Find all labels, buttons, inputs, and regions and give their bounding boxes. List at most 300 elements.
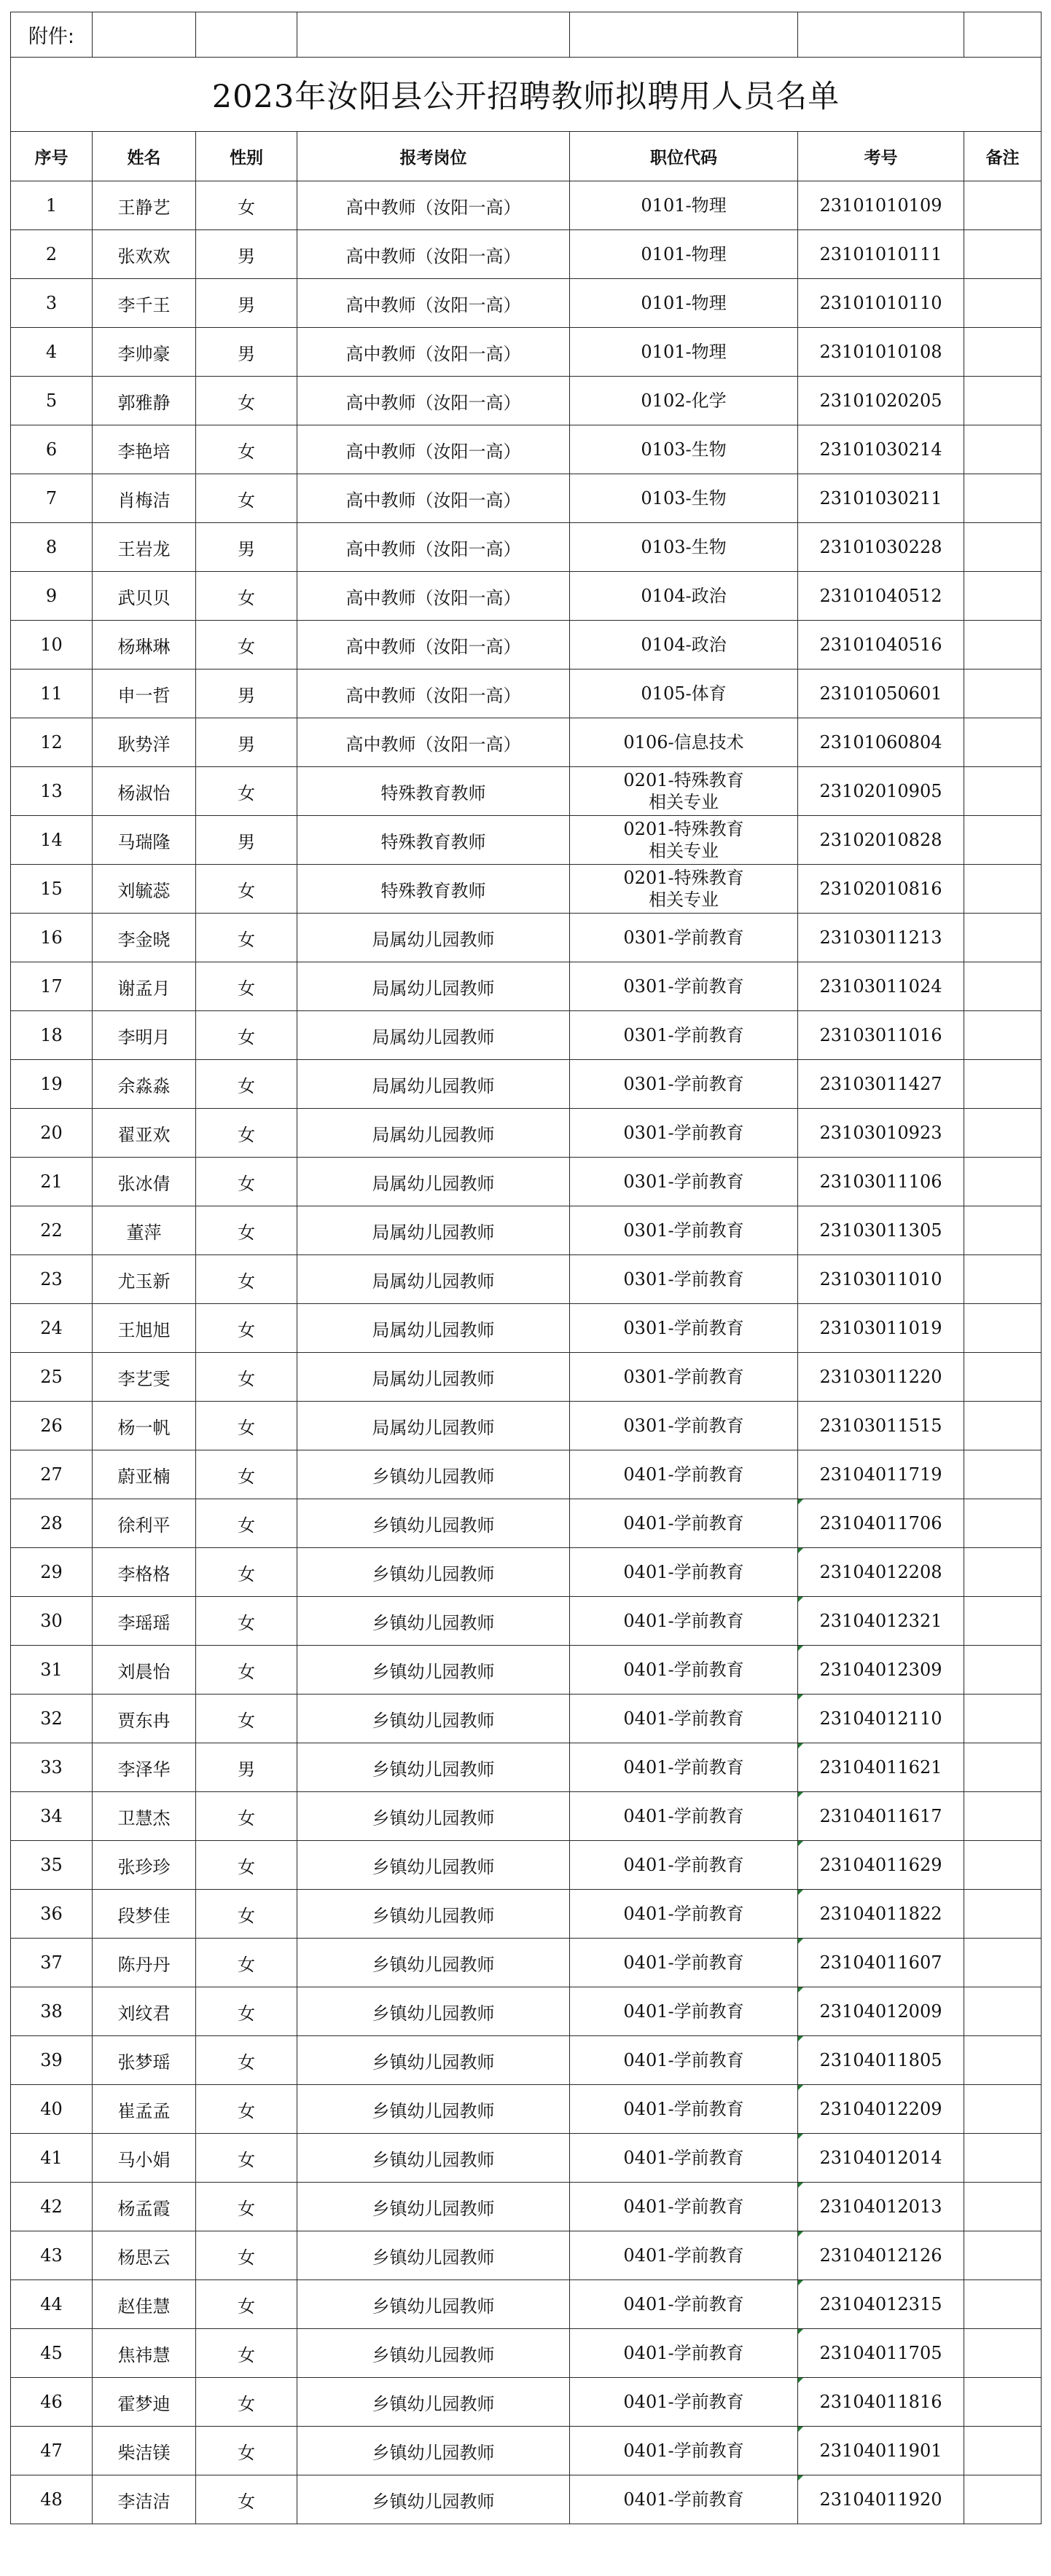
cell-gender: 女 <box>196 1695 297 1743</box>
cell-code: 0301-学前教育 <box>570 914 798 962</box>
cell-note <box>964 621 1042 669</box>
table-row <box>11 1060 1042 1109</box>
cell-position: 乡镇幼儿园教师 <box>297 2134 570 2183</box>
cell-exam-no: 23101010110 <box>798 279 964 328</box>
cell-exam-no: 23102010905 <box>798 767 964 816</box>
cell-note <box>964 914 1042 962</box>
cell-code: 0101-物理 <box>570 230 798 279</box>
cell-code: 0104-政治 <box>570 572 798 621</box>
cell-exam-no: 23101030228 <box>798 523 964 572</box>
cell-note <box>964 1987 1042 2036</box>
cell-gender: 女 <box>196 865 297 914</box>
table-row <box>11 1890 1042 1939</box>
cell-gender: 女 <box>196 2280 297 2329</box>
cell-code: 0401-学前教育 <box>570 2329 798 2378</box>
table-row <box>11 2378 1042 2427</box>
cell-no: 3 <box>11 279 93 328</box>
cell-note <box>964 377 1042 425</box>
cell-name: 赵佳慧 <box>93 2280 196 2329</box>
cell-no: 31 <box>11 1646 93 1695</box>
cell-exam-no: 23101060804 <box>798 718 964 767</box>
cell-code: 0401-学前教育 <box>570 2085 798 2134</box>
cell-name: 王静艺 <box>93 181 196 230</box>
cell-exam-no: 23104012208 <box>798 1548 964 1597</box>
cell-code: 0401-学前教育 <box>570 2231 798 2280</box>
attachment-row <box>11 12 1042 58</box>
cell-position: 乡镇幼儿园教师 <box>297 2183 570 2231</box>
cell-exam-no: 23104011706 <box>798 1499 964 1548</box>
cell-name: 肖梅洁 <box>93 474 196 523</box>
cell-code: 0103-生物 <box>570 523 798 572</box>
cell-gender: 女 <box>196 377 297 425</box>
cell-note <box>964 279 1042 328</box>
cell-no: 44 <box>11 2280 93 2329</box>
cell-position: 特殊教育教师 <box>297 816 570 865</box>
cell-note <box>964 1743 1042 1792</box>
cell-name: 李格格 <box>93 1548 196 1597</box>
table-row <box>11 962 1042 1011</box>
cell-code: 0401-学前教育 <box>570 2427 798 2475</box>
cell-name: 李洁洁 <box>93 2475 196 2524</box>
cell-gender: 女 <box>196 474 297 523</box>
cell-name: 李千王 <box>93 279 196 328</box>
cell-name: 李金晓 <box>93 914 196 962</box>
cell-no: 35 <box>11 1841 93 1890</box>
empty-cell <box>93 12 196 58</box>
cell-no: 16 <box>11 914 93 962</box>
cell-exam-no: 23104012126 <box>798 2231 964 2280</box>
cell-position: 特殊教育教师 <box>297 865 570 914</box>
cell-note <box>964 1011 1042 1060</box>
cell-gender: 女 <box>196 181 297 230</box>
cell-exam-no: 23104012013 <box>798 2183 964 2231</box>
table-row <box>11 2280 1042 2329</box>
cell-code: 0401-学前教育 <box>570 2036 798 2085</box>
table-row <box>11 1841 1042 1890</box>
cell-no: 9 <box>11 572 93 621</box>
cell-position: 局属幼儿园教师 <box>297 1304 570 1353</box>
cell-no: 39 <box>11 2036 93 2085</box>
table-row <box>11 1939 1042 1987</box>
cell-position: 高中教师（汝阳一高） <box>297 328 570 377</box>
cell-gender: 女 <box>196 1060 297 1109</box>
cell-note <box>964 2475 1042 2524</box>
cell-code: 0401-学前教育 <box>570 1450 798 1499</box>
table-row <box>11 1255 1042 1304</box>
cell-no: 45 <box>11 2329 93 2378</box>
cell-name: 刘毓蕊 <box>93 865 196 914</box>
table-row <box>11 914 1042 962</box>
cell-note <box>964 1695 1042 1743</box>
cell-gender: 女 <box>196 1402 297 1450</box>
table-row <box>11 377 1042 425</box>
cell-gender: 女 <box>196 1890 297 1939</box>
cell-code: 0401-学前教育 <box>570 1646 798 1695</box>
cell-exam-no: 23104011805 <box>798 2036 964 2085</box>
header-row <box>11 132 1042 181</box>
header-code: 职位代码 <box>570 132 798 181</box>
cell-gender: 女 <box>196 962 297 1011</box>
cell-position: 局属幼儿园教师 <box>297 1109 570 1158</box>
cell-position: 乡镇幼儿园教师 <box>297 1597 570 1646</box>
cell-code: 0103-生物 <box>570 474 798 523</box>
table-row <box>11 718 1042 767</box>
cell-note <box>964 523 1042 572</box>
cell-note <box>964 328 1042 377</box>
cell-gender: 女 <box>196 1499 297 1548</box>
cell-position: 乡镇幼儿园教师 <box>297 1792 570 1841</box>
cell-position: 乡镇幼儿园教师 <box>297 2231 570 2280</box>
cell-name: 李明月 <box>93 1011 196 1060</box>
cell-note <box>964 718 1042 767</box>
cell-position: 局属幼儿园教师 <box>297 1255 570 1304</box>
cell-note <box>964 1792 1042 1841</box>
cell-name: 柴洁镁 <box>93 2427 196 2475</box>
cell-code: 0301-学前教育 <box>570 1402 798 1450</box>
cell-code: 0301-学前教育 <box>570 1109 798 1158</box>
header-name: 姓名 <box>93 132 196 181</box>
cell-note <box>964 2378 1042 2427</box>
cell-exam-no: 23104011617 <box>798 1792 964 1841</box>
table-row <box>11 2183 1042 2231</box>
cell-position: 高中教师（汝阳一高） <box>297 230 570 279</box>
cell-note <box>964 962 1042 1011</box>
cell-gender: 女 <box>196 1597 297 1646</box>
cell-position: 乡镇幼儿园教师 <box>297 1743 570 1792</box>
table-row <box>11 328 1042 377</box>
cell-exam-no: 23101030211 <box>798 474 964 523</box>
cell-no: 18 <box>11 1011 93 1060</box>
cell-exam-no: 23103011305 <box>798 1206 964 1255</box>
cell-code: 0401-学前教育 <box>570 1890 798 1939</box>
cell-position: 乡镇幼儿园教师 <box>297 2427 570 2475</box>
table-row <box>11 2329 1042 2378</box>
cell-position: 局属幼儿园教师 <box>297 914 570 962</box>
cell-name: 尤玉新 <box>93 1255 196 1304</box>
cell-no: 14 <box>11 816 93 865</box>
cell-code: 0201-特殊教育 相关专业 <box>570 865 798 914</box>
empty-cell <box>196 12 297 58</box>
cell-code: 0301-学前教育 <box>570 962 798 1011</box>
cell-no: 26 <box>11 1402 93 1450</box>
table-row <box>11 1353 1042 1402</box>
table-row <box>11 1450 1042 1499</box>
cell-note <box>964 572 1042 621</box>
cell-no: 34 <box>11 1792 93 1841</box>
cell-exam-no: 23101020205 <box>798 377 964 425</box>
cell-name: 徐利平 <box>93 1499 196 1548</box>
cell-position: 高中教师（汝阳一高） <box>297 425 570 474</box>
cell-note <box>964 2134 1042 2183</box>
cell-note <box>964 1450 1042 1499</box>
cell-gender: 女 <box>196 1792 297 1841</box>
cell-no: 24 <box>11 1304 93 1353</box>
cell-name: 贾东冉 <box>93 1695 196 1743</box>
cell-no: 48 <box>11 2475 93 2524</box>
cell-position: 高中教师（汝阳一高） <box>297 279 570 328</box>
table-row <box>11 2036 1042 2085</box>
cell-no: 46 <box>11 2378 93 2427</box>
candidate-table <box>10 12 1042 2524</box>
cell-no: 40 <box>11 2085 93 2134</box>
cell-name: 郭雅静 <box>93 377 196 425</box>
cell-position: 局属幼儿园教师 <box>297 1353 570 1402</box>
cell-note <box>964 1255 1042 1304</box>
table-row <box>11 279 1042 328</box>
cell-exam-no: 23104011822 <box>798 1890 964 1939</box>
cell-name: 翟亚欢 <box>93 1109 196 1158</box>
cell-exam-no: 23104012209 <box>798 2085 964 2134</box>
cell-position: 乡镇幼儿园教师 <box>297 2036 570 2085</box>
cell-gender: 女 <box>196 2134 297 2183</box>
cell-position: 乡镇幼儿园教师 <box>297 1450 570 1499</box>
cell-name: 李艳培 <box>93 425 196 474</box>
cell-code: 0101-物理 <box>570 181 798 230</box>
cell-code: 0101-物理 <box>570 328 798 377</box>
cell-code: 0102-化学 <box>570 377 798 425</box>
cell-name: 霍梦迪 <box>93 2378 196 2427</box>
cell-code: 0401-学前教育 <box>570 1499 798 1548</box>
cell-code: 0106-信息技术 <box>570 718 798 767</box>
cell-position: 局属幼儿园教师 <box>297 1402 570 1450</box>
cell-no: 11 <box>11 669 93 718</box>
cell-gender: 男 <box>196 230 297 279</box>
cell-name: 李瑶瑶 <box>93 1597 196 1646</box>
table-row <box>11 669 1042 718</box>
table-row <box>11 816 1042 865</box>
cell-no: 2 <box>11 230 93 279</box>
cell-position: 高中教师（汝阳一高） <box>297 621 570 669</box>
cell-position: 高中教师（汝阳一高） <box>297 474 570 523</box>
cell-note <box>964 2329 1042 2378</box>
cell-code: 0401-学前教育 <box>570 1939 798 1987</box>
empty-cell <box>798 12 964 58</box>
cell-gender: 女 <box>196 1353 297 1402</box>
cell-code: 0401-学前教育 <box>570 2475 798 2524</box>
cell-name: 李泽华 <box>93 1743 196 1792</box>
cell-name: 段梦佳 <box>93 1890 196 1939</box>
cell-position: 高中教师（汝阳一高） <box>297 572 570 621</box>
cell-name: 武贝贝 <box>93 572 196 621</box>
cell-exam-no: 23104011920 <box>798 2475 964 2524</box>
cell-exam-no: 23103011427 <box>798 1060 964 1109</box>
cell-exam-no: 23103011010 <box>798 1255 964 1304</box>
cell-gender: 男 <box>196 718 297 767</box>
cell-gender: 女 <box>196 1304 297 1353</box>
cell-no: 10 <box>11 621 93 669</box>
cell-code: 0401-学前教育 <box>570 1743 798 1792</box>
cell-exam-no: 23104012315 <box>798 2280 964 2329</box>
cell-name: 刘晨怡 <box>93 1646 196 1695</box>
cell-no: 4 <box>11 328 93 377</box>
cell-no: 22 <box>11 1206 93 1255</box>
cell-code: 0401-学前教育 <box>570 1597 798 1646</box>
cell-no: 7 <box>11 474 93 523</box>
cell-gender: 男 <box>196 1743 297 1792</box>
cell-exam-no: 23103011024 <box>798 962 964 1011</box>
cell-code: 0401-学前教育 <box>570 1987 798 2036</box>
cell-note <box>964 2085 1042 2134</box>
cell-no: 47 <box>11 2427 93 2475</box>
cell-no: 12 <box>11 718 93 767</box>
cell-gender: 女 <box>196 1841 297 1890</box>
cell-name: 杨一帆 <box>93 1402 196 1450</box>
cell-exam-no: 23101030214 <box>798 425 964 474</box>
cell-note <box>964 2183 1042 2231</box>
cell-note <box>964 425 1042 474</box>
cell-code: 0401-学前教育 <box>570 1841 798 1890</box>
cell-name: 张珍珍 <box>93 1841 196 1890</box>
cell-no: 41 <box>11 2134 93 2183</box>
table-row <box>11 1548 1042 1597</box>
cell-code: 0401-学前教育 <box>570 1548 798 1597</box>
cell-gender: 女 <box>196 1158 297 1206</box>
cell-name: 马小娟 <box>93 2134 196 2183</box>
cell-exam-no: 23104011816 <box>798 2378 964 2427</box>
empty-cell <box>297 12 570 58</box>
cell-gender: 男 <box>196 279 297 328</box>
cell-position: 乡镇幼儿园教师 <box>297 1646 570 1695</box>
cell-no: 20 <box>11 1109 93 1158</box>
cell-note <box>964 1499 1042 1548</box>
cell-gender: 女 <box>196 1011 297 1060</box>
table-row <box>11 2231 1042 2280</box>
cell-position: 高中教师（汝阳一高） <box>297 181 570 230</box>
cell-note <box>964 1158 1042 1206</box>
cell-no: 25 <box>11 1353 93 1402</box>
cell-no: 5 <box>11 377 93 425</box>
cell-code: 0401-学前教育 <box>570 1792 798 1841</box>
cell-code: 0401-学前教育 <box>570 1695 798 1743</box>
table-row <box>11 1109 1042 1158</box>
cell-position: 乡镇幼儿园教师 <box>297 1987 570 2036</box>
cell-position: 局属幼儿园教师 <box>297 1060 570 1109</box>
cell-exam-no: 23103011220 <box>798 1353 964 1402</box>
cell-no: 42 <box>11 2183 93 2231</box>
cell-gender: 女 <box>196 2475 297 2524</box>
table-row <box>11 621 1042 669</box>
cell-name: 王旭旭 <box>93 1304 196 1353</box>
cell-name: 杨思云 <box>93 2231 196 2280</box>
cell-position: 局属幼儿园教师 <box>297 1158 570 1206</box>
cell-exam-no: 23101010111 <box>798 230 964 279</box>
cell-position: 乡镇幼儿园教师 <box>297 2329 570 2378</box>
cell-name: 张冰倩 <box>93 1158 196 1206</box>
cell-exam-no: 23104012110 <box>798 1695 964 1743</box>
cell-gender: 女 <box>196 1450 297 1499</box>
cell-no: 43 <box>11 2231 93 2280</box>
cell-code: 0104-政治 <box>570 621 798 669</box>
cell-exam-no: 23103010923 <box>798 1109 964 1158</box>
cell-no: 32 <box>11 1695 93 1743</box>
cell-note <box>964 1304 1042 1353</box>
cell-gender: 女 <box>196 2378 297 2427</box>
cell-note <box>964 1597 1042 1646</box>
cell-note <box>964 865 1042 914</box>
cell-position: 乡镇幼儿园教师 <box>297 2280 570 2329</box>
cell-code: 0201-特殊教育 相关专业 <box>570 767 798 816</box>
table-row <box>11 1695 1042 1743</box>
table-row <box>11 181 1042 230</box>
cell-position: 乡镇幼儿园教师 <box>297 2378 570 2427</box>
cell-exam-no: 23101010109 <box>798 181 964 230</box>
cell-gender: 男 <box>196 669 297 718</box>
table-row <box>11 2427 1042 2475</box>
cell-position: 高中教师（汝阳一高） <box>297 377 570 425</box>
cell-gender: 女 <box>196 1646 297 1695</box>
cell-name: 耿势洋 <box>93 718 196 767</box>
cell-name: 张梦瑶 <box>93 2036 196 2085</box>
cell-position: 乡镇幼儿园教师 <box>297 1841 570 1890</box>
table-row <box>11 865 1042 914</box>
cell-no: 33 <box>11 1743 93 1792</box>
cell-no: 28 <box>11 1499 93 1548</box>
table-row <box>11 2134 1042 2183</box>
table-row <box>11 1499 1042 1548</box>
cell-code: 0301-学前教育 <box>570 1011 798 1060</box>
cell-code: 0105-体育 <box>570 669 798 718</box>
header-exam-no: 考号 <box>798 132 964 181</box>
cell-position: 乡镇幼儿园教师 <box>297 1939 570 1987</box>
cell-no: 38 <box>11 1987 93 2036</box>
cell-position: 高中教师（汝阳一高） <box>297 669 570 718</box>
cell-exam-no: 23104011719 <box>798 1450 964 1499</box>
table-row <box>11 2475 1042 2524</box>
cell-name: 崔孟孟 <box>93 2085 196 2134</box>
header-note: 备注 <box>964 132 1042 181</box>
cell-gender: 男 <box>196 328 297 377</box>
table-row <box>11 572 1042 621</box>
cell-position: 局属幼儿园教师 <box>297 962 570 1011</box>
cell-exam-no: 23101040516 <box>798 621 964 669</box>
cell-note <box>964 2036 1042 2085</box>
cell-name: 余淼淼 <box>93 1060 196 1109</box>
cell-gender: 女 <box>196 2427 297 2475</box>
cell-gender: 女 <box>196 2085 297 2134</box>
cell-gender: 男 <box>196 523 297 572</box>
cell-gender: 女 <box>196 914 297 962</box>
cell-note <box>964 2231 1042 2280</box>
cell-gender: 女 <box>196 1255 297 1304</box>
cell-code: 0301-学前教育 <box>570 1060 798 1109</box>
cell-exam-no: 23102010828 <box>798 816 964 865</box>
cell-exam-no: 23103011213 <box>798 914 964 962</box>
cell-exam-no: 23103011106 <box>798 1158 964 1206</box>
cell-exam-no: 23103011016 <box>798 1011 964 1060</box>
cell-gender: 女 <box>196 2329 297 2378</box>
cell-gender: 女 <box>196 2231 297 2280</box>
cell-code: 0101-物理 <box>570 279 798 328</box>
empty-cell <box>964 12 1042 58</box>
table-row <box>11 2085 1042 2134</box>
cell-position: 乡镇幼儿园教师 <box>297 2475 570 2524</box>
cell-name: 申一哲 <box>93 669 196 718</box>
cell-position: 乡镇幼儿园教师 <box>297 1548 570 1597</box>
cell-name: 李艺雯 <box>93 1353 196 1402</box>
cell-name: 刘纹君 <box>93 1987 196 2036</box>
cell-no: 15 <box>11 865 93 914</box>
table-row <box>11 523 1042 572</box>
cell-gender: 女 <box>196 621 297 669</box>
table-row <box>11 1743 1042 1792</box>
cell-position: 特殊教育教师 <box>297 767 570 816</box>
table-row <box>11 1206 1042 1255</box>
cell-exam-no: 23101010108 <box>798 328 964 377</box>
header-no: 序号 <box>11 132 93 181</box>
cell-no: 29 <box>11 1548 93 1597</box>
cell-gender: 女 <box>196 767 297 816</box>
cell-position: 乡镇幼儿园教师 <box>297 2085 570 2134</box>
